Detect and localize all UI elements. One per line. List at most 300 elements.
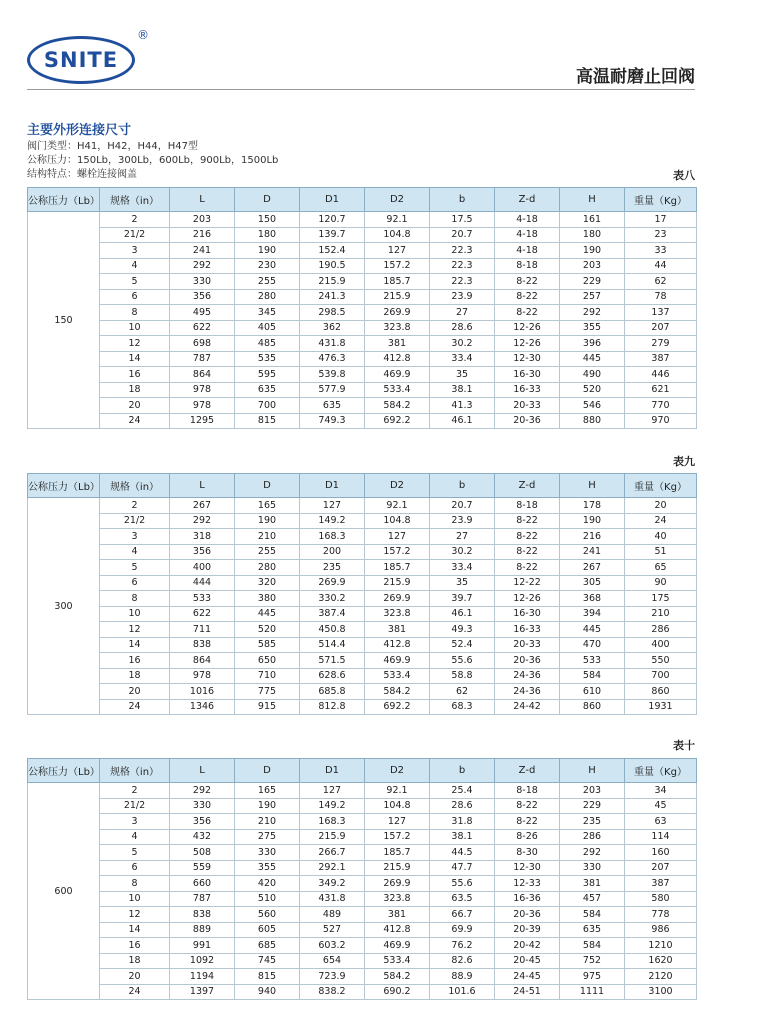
table-cell: 190 (560, 243, 625, 259)
table-cell: 8-22 (495, 289, 560, 305)
table-cell: 157.2 (365, 829, 430, 845)
table-cell: 535 (235, 351, 300, 367)
table-cell: 5 (100, 274, 170, 290)
table-row (28, 243, 697, 259)
table-cell: 152.4 (300, 243, 365, 259)
table-cell: 24-51 (495, 984, 560, 1000)
table-row (28, 212, 697, 228)
table-cell: 16 (100, 653, 170, 669)
table-cell: 368 (560, 591, 625, 607)
table-cell: 157.2 (365, 258, 430, 274)
table-cell: 660 (170, 876, 235, 892)
table-cell: 22.3 (430, 258, 495, 274)
table-label-9: 表九 (673, 455, 695, 468)
table-cell: 215.9 (300, 829, 365, 845)
column-header: Z-d (495, 759, 560, 783)
table-cell: 431.8 (300, 336, 365, 352)
table-cell: 16-33 (495, 622, 560, 638)
table-cell: 8-22 (495, 513, 560, 529)
table-cell: 14 (100, 351, 170, 367)
table-cell: 14 (100, 637, 170, 653)
table-cell: 215.9 (365, 289, 430, 305)
column-header: H (560, 474, 625, 498)
column-header: D1 (300, 759, 365, 783)
table-cell: 3 (100, 814, 170, 830)
table-cell: 127 (365, 814, 430, 830)
table-cell: 8 (100, 305, 170, 321)
table-cell: 692.2 (365, 699, 430, 715)
table-cell: 168.3 (300, 529, 365, 545)
table-cell: 210 (625, 606, 697, 622)
table-cell: 175 (625, 591, 697, 607)
table-cell: 559 (170, 860, 235, 876)
table-cell: 292 (170, 258, 235, 274)
table-cell: 12-30 (495, 860, 560, 876)
table-cell: 45 (625, 798, 697, 814)
table-cell: 137 (625, 305, 697, 321)
table-cell: 20-45 (495, 953, 560, 969)
table-cell: 292 (560, 845, 625, 861)
table-row (28, 907, 697, 923)
table-cell: 286 (560, 829, 625, 845)
table-cell: 362 (300, 320, 365, 336)
table-cell: 14 (100, 922, 170, 938)
table-cell: 394 (560, 606, 625, 622)
table-cell: 24-45 (495, 969, 560, 985)
table-row (28, 622, 697, 638)
column-header: 公称压力（Lb） (28, 759, 100, 783)
table-cell: 12-26 (495, 320, 560, 336)
table-cell: 4-18 (495, 212, 560, 228)
table-cell: 432 (170, 829, 235, 845)
table-cell: 412.8 (365, 351, 430, 367)
table-cell: 838 (170, 907, 235, 923)
table-cell: 269.9 (365, 591, 430, 607)
table-cell: 584.2 (365, 969, 430, 985)
table-cell: 210 (235, 529, 300, 545)
table-cell: 39.7 (430, 591, 495, 607)
table-cell: 203 (560, 258, 625, 274)
table-cell: 267 (170, 498, 235, 514)
column-header: 规格（in） (100, 188, 170, 212)
table-cell: 6 (100, 575, 170, 591)
table-cell: 444 (170, 575, 235, 591)
table-cell: 17 (625, 212, 697, 228)
table-cell: 815 (235, 413, 300, 429)
table-cell: 92.1 (365, 498, 430, 514)
table-cell: 400 (625, 637, 697, 653)
table-cell: 82.6 (430, 953, 495, 969)
table-cell: 24 (625, 513, 697, 529)
table-cell: 584 (560, 907, 625, 923)
table-cell: 1194 (170, 969, 235, 985)
table-row (28, 668, 697, 684)
table-cell: 318 (170, 529, 235, 545)
table-cell: 514.4 (300, 637, 365, 653)
table-cell: 5 (100, 560, 170, 576)
table-cell: 12-22 (495, 575, 560, 591)
table-cell: 889 (170, 922, 235, 938)
table-cell: 356 (170, 544, 235, 560)
table-cell: 88.9 (430, 969, 495, 985)
table-cell: 20-39 (495, 922, 560, 938)
table-row (28, 351, 697, 367)
table-cell: 16-33 (495, 382, 560, 398)
registered-mark: ® (137, 28, 149, 42)
table-cell: 24-42 (495, 699, 560, 715)
table-cell: 207 (625, 320, 697, 336)
table-row (28, 606, 697, 622)
table-cell: 49.3 (430, 622, 495, 638)
table-cell: 749.3 (300, 413, 365, 429)
table-cell: 5 (100, 845, 170, 861)
table-cell: 8 (100, 876, 170, 892)
table-cell: 20 (100, 684, 170, 700)
table-cell: 3 (100, 529, 170, 545)
table-cell: 215.9 (365, 575, 430, 591)
table-cell: 24-36 (495, 684, 560, 700)
table-cell: 235 (300, 560, 365, 576)
table-cell: 3100 (625, 984, 697, 1000)
table-cell: 330 (560, 860, 625, 876)
table-cell: 700 (235, 398, 300, 414)
table-cell: 8-22 (495, 274, 560, 290)
table-cell: 560 (235, 907, 300, 923)
table-cell: 40 (625, 529, 697, 545)
table-cell: 396 (560, 336, 625, 352)
table-cell: 269.9 (365, 876, 430, 892)
table-header-row (28, 474, 697, 498)
table-cell: 622 (170, 606, 235, 622)
table-cell: 24 (100, 413, 170, 429)
table-cell: 1346 (170, 699, 235, 715)
table-cell: 778 (625, 907, 697, 923)
table-cell: 603.2 (300, 938, 365, 954)
table-cell: 92.1 (365, 212, 430, 228)
column-header: 规格（in） (100, 474, 170, 498)
table-cell: 139.7 (300, 227, 365, 243)
table-cell: 44.5 (430, 845, 495, 861)
table-cell: 160 (625, 845, 697, 861)
column-header: 重量（Kg） (625, 474, 697, 498)
column-header: 公称压力（Lb） (28, 188, 100, 212)
table-cell: 445 (560, 351, 625, 367)
table-cell: 880 (560, 413, 625, 429)
table-cell: 180 (235, 227, 300, 243)
table-cell: 584.2 (365, 398, 430, 414)
table-cell: 355 (235, 860, 300, 876)
table-cell: 185.7 (365, 560, 430, 576)
table-row (28, 591, 697, 607)
table-cell: 584 (560, 668, 625, 684)
table-row (28, 938, 697, 954)
column-header: D (235, 759, 300, 783)
table-cell: 38.1 (430, 829, 495, 845)
table-cell: 450.8 (300, 622, 365, 638)
dimension-table-300 (27, 473, 697, 715)
table-cell: 161 (560, 212, 625, 228)
table-cell: 6 (100, 860, 170, 876)
table-cell: 280 (235, 289, 300, 305)
table-cell: 63.5 (430, 891, 495, 907)
table-row (28, 336, 697, 352)
table-cell: 577.9 (300, 382, 365, 398)
table-cell: 16-30 (495, 606, 560, 622)
table-cell: 533.4 (365, 668, 430, 684)
table-cell: 63 (625, 814, 697, 830)
table-cell: 838.2 (300, 984, 365, 1000)
table-cell: 323.8 (365, 891, 430, 907)
table-cell: 33 (625, 243, 697, 259)
table-cell: 654 (300, 953, 365, 969)
table-cell: 92.1 (365, 783, 430, 799)
table-cell: 323.8 (365, 606, 430, 622)
table-header-row (28, 188, 697, 212)
table-cell: 605 (235, 922, 300, 938)
pressure-class-cell: 150 (28, 212, 100, 429)
table-cell: 21/2 (100, 798, 170, 814)
table-cell: 381 (365, 622, 430, 638)
table-cell: 200 (300, 544, 365, 560)
table-cell: 533 (170, 591, 235, 607)
table-cell: 595 (235, 367, 300, 383)
section-title: 主要外形连接尺寸 (27, 123, 132, 138)
table-cell: 2 (100, 212, 170, 228)
table-cell: 585 (235, 637, 300, 653)
valve-type-info: 阀门类型：H41，H42，H44，H47型 (27, 141, 198, 152)
table-cell: 66.7 (430, 907, 495, 923)
table-cell: 279 (625, 336, 697, 352)
column-header: 重量（Kg） (625, 759, 697, 783)
table-row (28, 653, 697, 669)
table-cell: 546 (560, 398, 625, 414)
column-header: 公称压力（Lb） (28, 474, 100, 498)
table-cell: 150 (235, 212, 300, 228)
table-cell: 550 (625, 653, 697, 669)
table-cell: 1092 (170, 953, 235, 969)
table-cell: 16 (100, 938, 170, 954)
table-cell: 490 (560, 367, 625, 383)
table-cell: 20-36 (495, 907, 560, 923)
table-cell: 1931 (625, 699, 697, 715)
table-cell: 12 (100, 336, 170, 352)
table-cell: 68.3 (430, 699, 495, 715)
table-row (28, 984, 697, 1000)
table-row (28, 860, 697, 876)
table-cell: 18 (100, 382, 170, 398)
table-cell: 940 (235, 984, 300, 1000)
table-cell: 12 (100, 622, 170, 638)
table-cell: 412.8 (365, 637, 430, 653)
table-cell: 22.3 (430, 243, 495, 259)
table-cell: 787 (170, 351, 235, 367)
table-cell: 292 (170, 513, 235, 529)
table-cell: 27 (430, 305, 495, 321)
table-cell: 25.4 (430, 783, 495, 799)
table-cell: 978 (170, 668, 235, 684)
column-header: b (430, 474, 495, 498)
table-cell: 387 (625, 351, 697, 367)
table-row (28, 274, 697, 290)
table-row (28, 922, 697, 938)
table-row (28, 969, 697, 985)
table-cell: 292 (560, 305, 625, 321)
table-cell: 700 (625, 668, 697, 684)
table-cell: 345 (235, 305, 300, 321)
table-row (28, 699, 697, 715)
column-header: L (170, 188, 235, 212)
table-cell: 864 (170, 653, 235, 669)
table-cell: 8-22 (495, 529, 560, 545)
table-cell: 975 (560, 969, 625, 985)
table-cell: 34 (625, 783, 697, 799)
table-cell: 210 (235, 814, 300, 830)
column-header: L (170, 474, 235, 498)
table-cell: 280 (235, 560, 300, 576)
table-cell: 255 (235, 544, 300, 560)
table-row (28, 575, 697, 591)
column-header: b (430, 188, 495, 212)
table-cell: 190 (235, 513, 300, 529)
table-cell: 381 (365, 907, 430, 923)
table-cell: 24-36 (495, 668, 560, 684)
table-cell: 28.6 (430, 798, 495, 814)
dimension-table-600 (27, 758, 697, 1000)
table-cell: 20 (625, 498, 697, 514)
table-cell: 127 (365, 529, 430, 545)
table-cell: 815 (235, 969, 300, 985)
table-cell: 20-33 (495, 637, 560, 653)
table-row (28, 289, 697, 305)
table-cell: 6 (100, 289, 170, 305)
table-cell: 381 (365, 336, 430, 352)
table-cell: 241 (170, 243, 235, 259)
table-cell: 571.5 (300, 653, 365, 669)
table-cell: 533.4 (365, 382, 430, 398)
table-cell: 127 (300, 783, 365, 799)
table-row (28, 829, 697, 845)
table-cell: 635 (235, 382, 300, 398)
table-cell: 23.9 (430, 513, 495, 529)
table-row (28, 367, 697, 383)
table-cell: 510 (235, 891, 300, 907)
table-cell: 207 (625, 860, 697, 876)
table-cell: 539.8 (300, 367, 365, 383)
table-row (28, 891, 697, 907)
table-cell: 241 (560, 544, 625, 560)
table-cell: 405 (235, 320, 300, 336)
pressure-class-cell: 600 (28, 783, 100, 1000)
table-cell: 190 (235, 798, 300, 814)
table-row (28, 560, 697, 576)
table-cell: 215.9 (365, 860, 430, 876)
table-cell: 330 (235, 845, 300, 861)
table-cell: 41.3 (430, 398, 495, 414)
table-cell: 30.2 (430, 336, 495, 352)
table-cell: 20-36 (495, 653, 560, 669)
table-cell: 185.7 (365, 845, 430, 861)
table-cell: 157.2 (365, 544, 430, 560)
table-cell: 330 (170, 798, 235, 814)
table-cell: 104.8 (365, 798, 430, 814)
table-cell: 8-30 (495, 845, 560, 861)
table-cell: 235 (560, 814, 625, 830)
table-cell: 527 (300, 922, 365, 938)
table-cell: 584.2 (365, 684, 430, 700)
table-cell: 431.8 (300, 891, 365, 907)
table-cell: 4-18 (495, 243, 560, 259)
table-row (28, 227, 697, 243)
table-cell: 27 (430, 529, 495, 545)
table-cell: 266.7 (300, 845, 365, 861)
table-cell: 190 (235, 243, 300, 259)
column-header: D2 (365, 759, 430, 783)
table-cell: 20.7 (430, 227, 495, 243)
table-cell: 20 (100, 398, 170, 414)
table-cell: 838 (170, 637, 235, 653)
table-cell: 12-26 (495, 591, 560, 607)
table-cell: 16 (100, 367, 170, 383)
table-cell: 323.8 (365, 320, 430, 336)
table-cell: 533 (560, 653, 625, 669)
table-cell: 230 (235, 258, 300, 274)
table-row (28, 783, 697, 799)
table-cell: 387 (625, 876, 697, 892)
table-cell: 690.2 (365, 984, 430, 1000)
table-cell: 978 (170, 382, 235, 398)
table-cell: 584 (560, 938, 625, 954)
table-cell: 710 (235, 668, 300, 684)
table-cell: 400 (170, 560, 235, 576)
table-cell: 775 (235, 684, 300, 700)
table-cell: 8-22 (495, 560, 560, 576)
table-cell: 69.9 (430, 922, 495, 938)
column-header: 重量（Kg） (625, 188, 697, 212)
table-row (28, 498, 697, 514)
table-cell: 90 (625, 575, 697, 591)
table-row (28, 513, 697, 529)
table-cell: 698 (170, 336, 235, 352)
table-cell: 22.3 (430, 274, 495, 290)
table-cell: 21/2 (100, 227, 170, 243)
table-cell: 168.3 (300, 814, 365, 830)
table-row (28, 320, 697, 336)
table-cell: 292 (170, 783, 235, 799)
table-cell: 621 (625, 382, 697, 398)
table-cell: 489 (300, 907, 365, 923)
table-cell: 178 (560, 498, 625, 514)
table-cell: 1397 (170, 984, 235, 1000)
table-cell: 533.4 (365, 953, 430, 969)
table-cell: 8-22 (495, 798, 560, 814)
column-header: D2 (365, 188, 430, 212)
table-cell: 723.9 (300, 969, 365, 985)
table-cell: 8 (100, 591, 170, 607)
table-cell: 229 (560, 274, 625, 290)
table-cell: 38.1 (430, 382, 495, 398)
table-cell: 190.5 (300, 258, 365, 274)
table-cell: 387.4 (300, 606, 365, 622)
table-cell: 1620 (625, 953, 697, 969)
table-cell: 520 (560, 382, 625, 398)
table-row (28, 798, 697, 814)
table-cell: 24 (100, 699, 170, 715)
table-cell: 580 (625, 891, 697, 907)
table-cell: 752 (560, 953, 625, 969)
table-header-row (28, 759, 697, 783)
table-cell: 46.1 (430, 413, 495, 429)
table-cell: 8-18 (495, 258, 560, 274)
